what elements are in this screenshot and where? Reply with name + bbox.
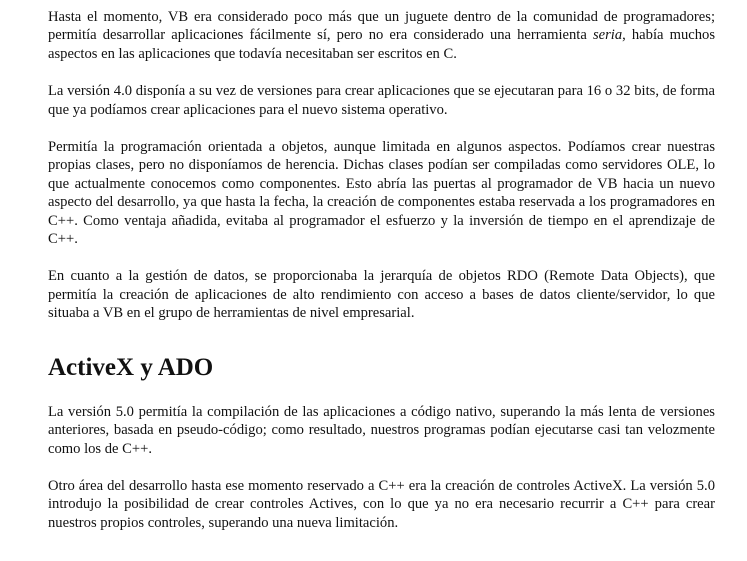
paragraph-version-4: La versión 4.0 disponía a su vez de versiones para crear aplicaciones que se ejecutaran para 16 o 32 bits, de forma que ya podíamos crear aplicaciones para el nuevo sistema operativo.	[48, 83, 715, 118]
section-heading: ActiveX y ADO	[48, 353, 214, 381]
paragraph-oop: Permitía la programación orientada a objetos, aunque limitada en algunos aspectos. Podíamos crear nuestras propias clases, pero no disponíamos de herencia. Dichas clases podían ser compiladas como servidores OLE, lo que actualmente conocemos como componentes. Esto abría las puertas al programador de VB hacia un nuevo aspecto del desarrollo, ya que hasta la fecha, la creación de componentes estaba reservada a los programadores en C++. Como ventaja añadida, evitaba al programador el esfuerzo y la inversión de tiempo en el aprendizaje de C++.	[48, 139, 715, 248]
paragraph-vb-toy-start: Hasta el momento, VB era considerado poco más que un juguete dentro de la comunidad de programadores; permitía desarrollar aplicaciones fácilmente sí, pero no era considerado una herramienta	[48, 9, 715, 44]
paragraph-version-5-native: La versión 5.0 permitía la compilación de las aplicaciones a código nativo, superando la más lenta de versiones anteriores, basada en pseudo-código; como resultado, nuestros programas podían ejecutarse casi tan velozmente como los de C++.	[48, 403, 715, 457]
paragraph-activex-controls: Otro área del desarrollo hasta ese momento reservado a C++ era la creación de controles ActiveX. La versión 5.0 introdujo la posibilidad de crear controles Actives, con lo que ya no era necesario recurrir a C++ para crear nuestros propios controles, superando una nueva limitación.	[48, 477, 715, 531]
paragraph-rdo: En cuanto a la gestión de datos, se proporcionaba la jerarquía de objetos RDO (Remote Data Objects), que permitía la creación de aplicaciones de alto rendimiento con acceso a bases de datos cliente/servidor, lo que situaba a VB en el grupo de herramientas de nivel empresarial.	[48, 268, 715, 322]
paragraph-vb-toy-end: , había muchos aspectos en las aplicaciones que todavía necesitaban ser escritos en C.	[48, 27, 715, 62]
document-page	[48, 8, 715, 551]
emphasis-seria: seria	[592, 27, 623, 44]
paragraph-vb-toy	[48, 8, 715, 63]
